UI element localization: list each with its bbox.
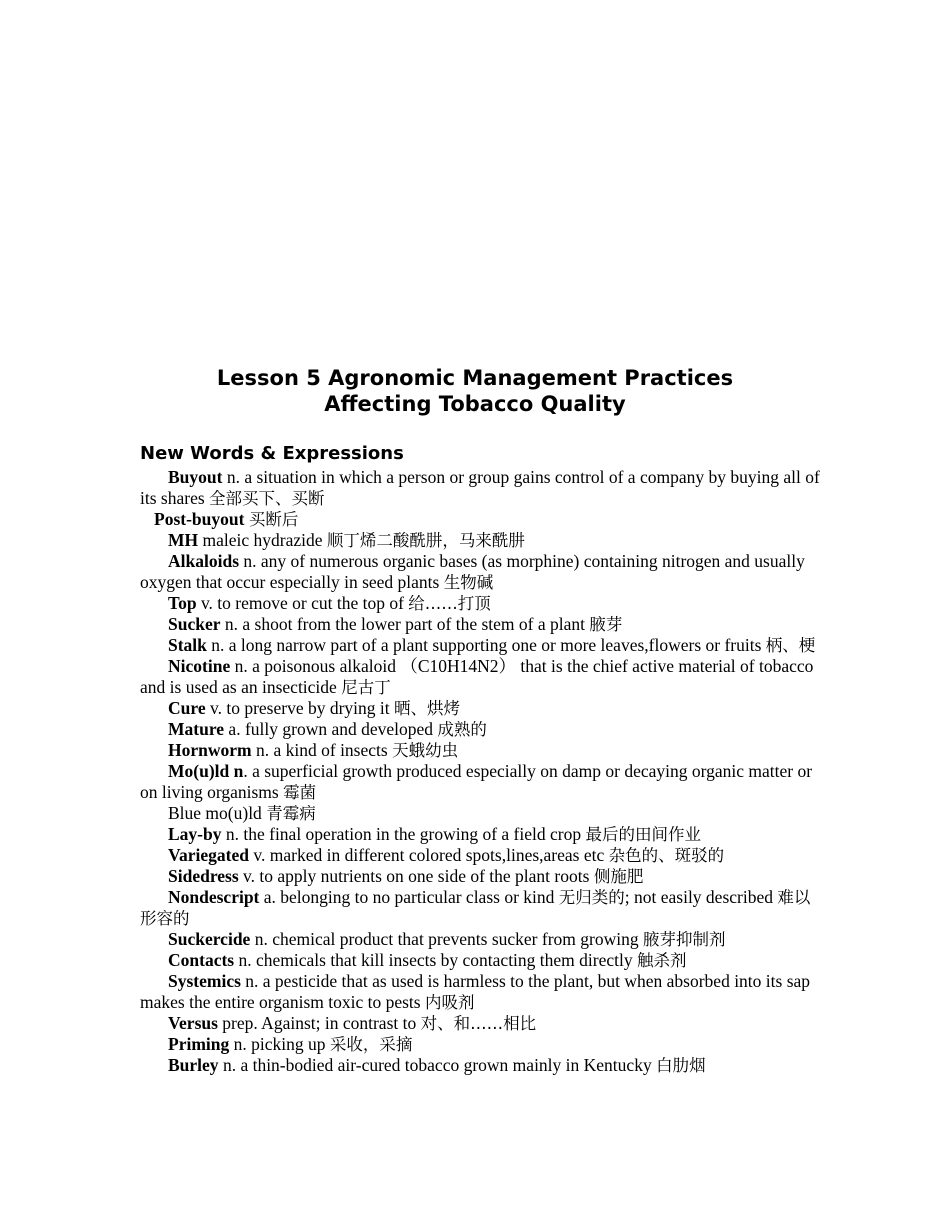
vocab-entry-top — [140, 593, 820, 614]
vocab-entry-systemics — [140, 971, 820, 1013]
vocabulary-list — [140, 467, 820, 1076]
section-heading: New Words & Expressions — [140, 443, 404, 464]
vocab-term: Lay-by — [168, 824, 222, 844]
vocab-entry-post-buyout — [140, 509, 820, 530]
vocab-term: Hornworm — [168, 740, 252, 760]
vocab-entry-stalk — [140, 635, 820, 656]
vocab-translation: 全部买下、买断 — [209, 489, 325, 508]
vocab-entry-nicotine — [140, 656, 820, 698]
vocab-term: Versus — [168, 1013, 218, 1033]
vocab-definition: a. belonging to no particular class or kind — [259, 887, 559, 907]
vocab-term: Nondescript — [168, 887, 260, 907]
vocab-translation: 内吸剂 — [424, 993, 475, 1012]
vocab-translation: 天蛾幼虫 — [392, 741, 459, 760]
vocab-definition: v. marked in different colored spots,lines,areas etc — [249, 845, 609, 865]
vocab-translation: 腋芽抑制剂 — [642, 930, 726, 949]
vocab-translation: 采收，采摘 — [329, 1035, 413, 1054]
vocab-entry-cure — [140, 698, 820, 719]
vocab-translation: 对、和……相比 — [420, 1014, 537, 1033]
vocab-term: Burley — [168, 1055, 219, 1075]
vocab-definition: n. picking up — [229, 1034, 330, 1054]
vocab-entry-alkaloids — [140, 551, 820, 593]
vocab-definition: n. a kind of insects — [251, 740, 393, 760]
vocab-entry-sidedress — [140, 866, 820, 887]
vocab-definition: v. to apply nutrients on one side of the plant roots — [238, 866, 594, 886]
vocab-translation: 无归类的 — [558, 888, 625, 907]
vocab-term: Mo(u)ld n — [168, 761, 244, 781]
vocab-definition: n. a long narrow part of a plant supporting one or more leaves,flowers or fruits — [206, 635, 766, 655]
vocab-translation: 触杀剂 — [637, 951, 687, 970]
vocab-definition: maleic hydrazide — [198, 530, 327, 550]
vocab-translation: 白肋烟 — [656, 1056, 706, 1075]
vocab-term: Post-buyout — [154, 509, 245, 529]
vocab-entry-contacts — [140, 950, 820, 971]
vocab-definition: Blue mo(u)ld — [168, 803, 267, 823]
vocab-translation: 成熟的 — [437, 720, 487, 739]
vocab-translation: 晒、烘烤 — [394, 699, 461, 718]
vocab-definition: n. any of numerous organic bases (as morphine) containing nitrogen and usually oxygen that occur especially in seed plants — [140, 551, 805, 592]
vocab-term: Sidedress — [168, 866, 239, 886]
vocab-translation: 杂色的、斑驳的 — [608, 846, 725, 865]
vocab-entry-lay-by — [140, 824, 820, 845]
vocab-term: Nicotine — [168, 656, 231, 676]
vocab-definition: n. a poisonous alkaloid （C10H14N2） that is the chief active material of tobacco and is used as an insecticide — [140, 656, 814, 697]
vocab-entry-priming — [140, 1034, 820, 1055]
vocab-translation: 给……打顶 — [408, 594, 491, 613]
vocab-definition: a. fully grown and developed — [224, 719, 438, 739]
vocab-translation: 买断后 — [248, 510, 299, 529]
vocab-definition: n. a pesticide that as used is harmless to the plant, but when absorbed into its sap makes the entire organism toxic to pests — [140, 971, 811, 1012]
vocab-term: Contacts — [168, 950, 235, 970]
vocab-definition-2: ; not easily described — [624, 887, 778, 907]
vocab-translation: 青霉病 — [266, 804, 316, 823]
vocab-term: Stalk — [168, 635, 207, 655]
vocab-definition: . a superficial growth produced especially on damp or decaying organic matter or on living organisms — [140, 761, 813, 802]
vocab-term: Suckercide — [168, 929, 251, 949]
vocab-translation: 生物碱 — [443, 573, 494, 592]
vocab-term: Buyout — [168, 467, 223, 487]
vocab-term: Sucker — [168, 614, 221, 634]
vocab-definition: n. chemicals that kill insects by contacting them directly — [234, 950, 637, 970]
vocab-translation: 顺丁烯二酸酰肼，马来酰肼 — [326, 531, 525, 550]
vocab-entry-suckercide — [140, 929, 820, 950]
vocab-entry-nondescript — [140, 887, 820, 929]
vocab-entry-buyout — [140, 467, 820, 509]
vocab-definition: n. a shoot from the lower part of the stem of a plant — [220, 614, 590, 634]
vocab-translation: 柄、梗 — [765, 636, 816, 655]
vocab-definition: prep. Against; in contrast to — [217, 1013, 421, 1033]
vocab-definition: v. to remove or cut the top of — [196, 593, 409, 613]
vocab-translation-2: 难以形容的 — [140, 888, 811, 928]
vocab-definition: n. a situation in which a person or group gains control of a company by buying all of its shares — [140, 467, 820, 508]
vocab-term: Variegated — [168, 845, 250, 865]
vocab-translation: 最后的田间作业 — [585, 825, 701, 844]
vocab-translation: 腋芽 — [589, 615, 623, 634]
vocab-translation: 侧施肥 — [593, 867, 644, 886]
vocab-entry-mould — [140, 761, 820, 803]
lesson-title-line-2: Affecting Tobacco Quality — [324, 392, 626, 416]
vocab-term: Systemics — [168, 971, 241, 991]
vocab-term: Priming — [168, 1034, 230, 1054]
vocab-definition: n. a thin-bodied air-cured tobacco grown mainly in Kentucky — [218, 1055, 657, 1075]
vocab-entry-hornworm — [140, 740, 820, 761]
vocab-term: Cure — [168, 698, 206, 718]
vocab-definition: v. to preserve by drying it — [205, 698, 395, 718]
vocab-entry-variegated — [140, 845, 820, 866]
vocab-translation: 尼古丁 — [341, 678, 391, 697]
vocab-term: MH — [168, 530, 199, 550]
vocab-entry-versus — [140, 1013, 820, 1034]
vocab-term: Mature — [168, 719, 225, 739]
vocab-entry-mh — [140, 530, 820, 551]
vocab-definition: n. the final operation in the growing of a field crop — [221, 824, 586, 844]
vocab-translation: 霉菌 — [283, 783, 317, 802]
vocab-entry-sucker — [140, 614, 820, 635]
vocab-definition: n. chemical product that prevents sucker from growing — [250, 929, 643, 949]
vocab-entry-burley — [140, 1055, 820, 1076]
vocab-term: Top — [168, 593, 197, 613]
lesson-title-line-1: Lesson 5 Agronomic Management Practices — [216, 366, 734, 390]
vocab-term: Alkaloids — [168, 551, 239, 571]
vocab-entry-mature — [140, 719, 820, 740]
vocab-entry-blue-mould — [140, 803, 820, 824]
